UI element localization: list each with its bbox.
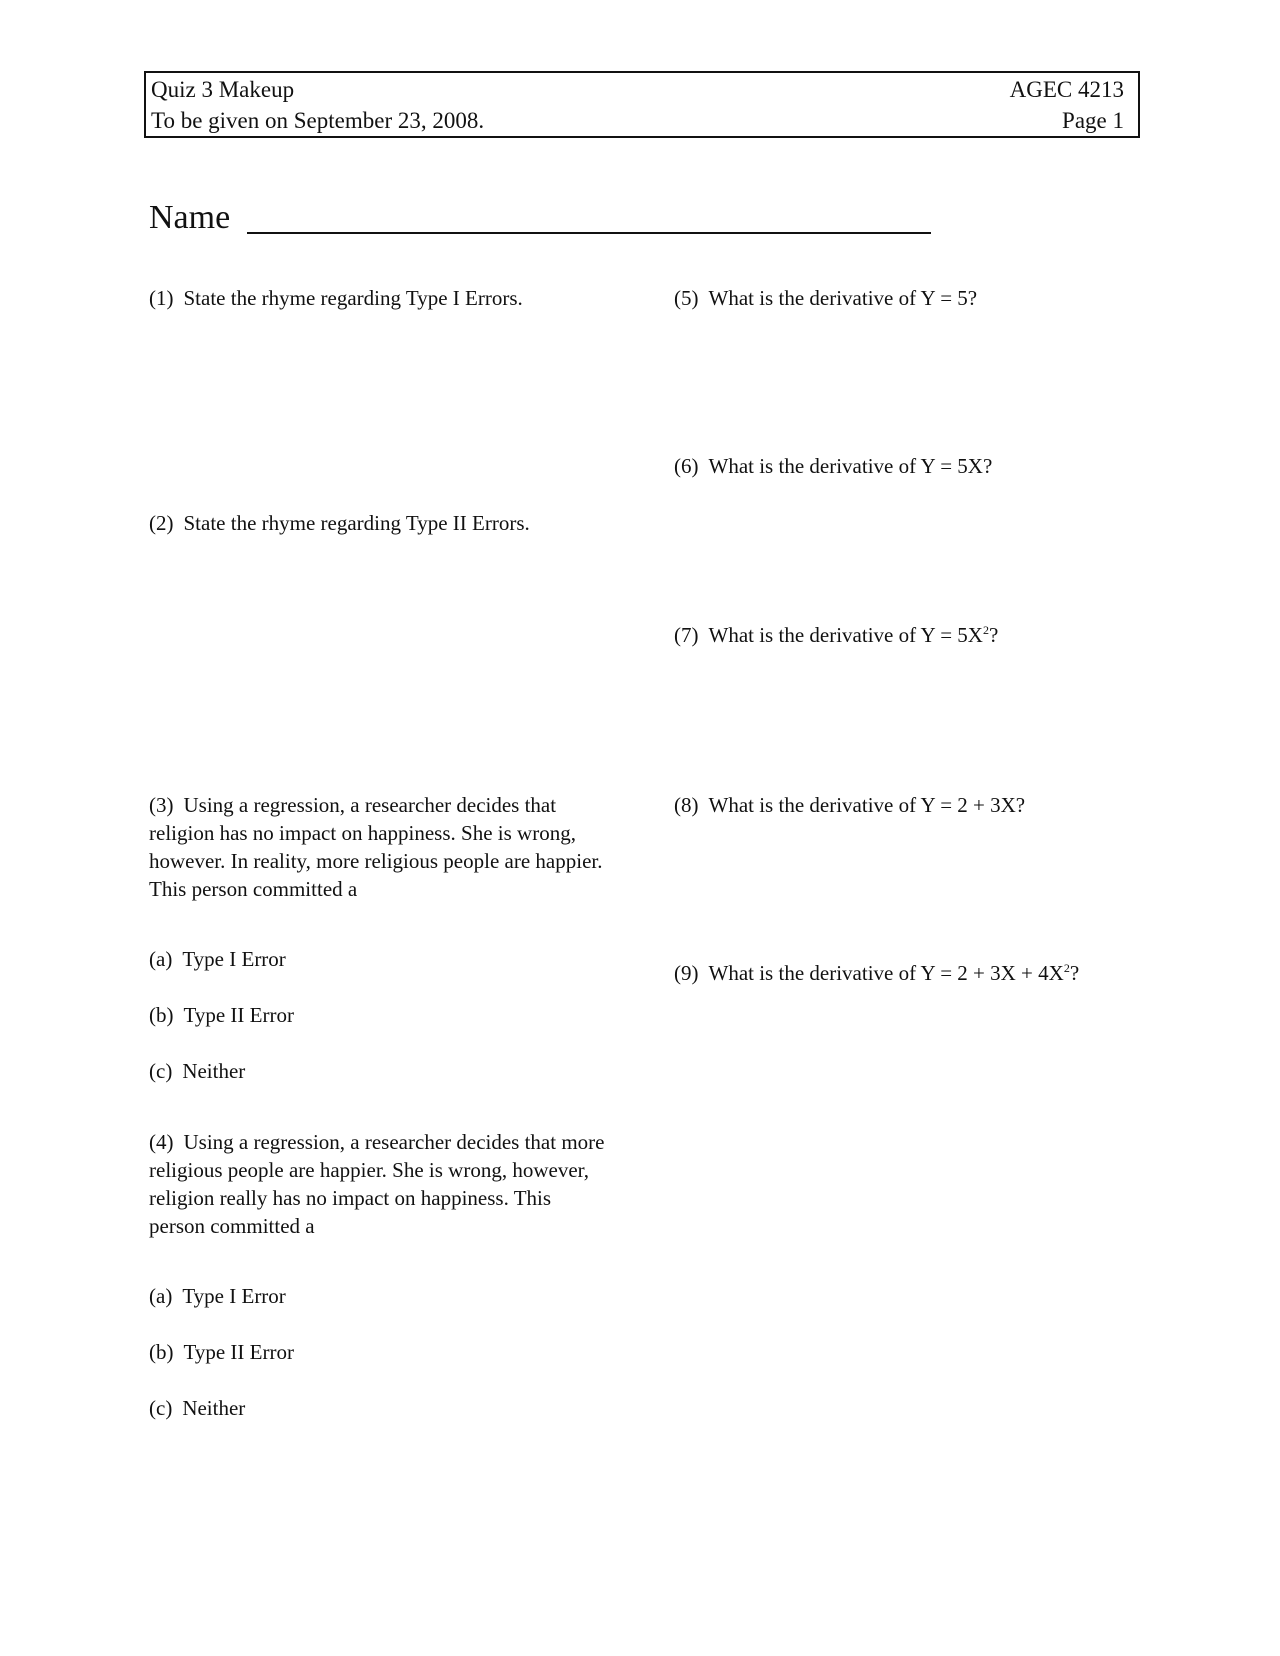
question-text: What is the derivative of Y = 5?	[708, 286, 978, 310]
page-number: Page 1	[1062, 108, 1124, 133]
name-label: Name	[149, 199, 231, 236]
question-text: What is the derivative of Y = 2 + 3X?	[708, 793, 1026, 817]
question-number: (8)	[674, 793, 699, 817]
question-number: (3)	[149, 793, 174, 817]
option-label: (b)	[149, 1340, 174, 1364]
question-text: What is the derivative of Y = 2 + 3X + 4X	[708, 961, 1064, 985]
header-box	[144, 71, 1140, 138]
course-code: AGEC 4213	[1009, 77, 1124, 102]
name-field-line[interactable]	[247, 232, 931, 234]
exponent: 2	[982, 623, 989, 637]
question-number: (4)	[149, 1130, 174, 1154]
option-label: (a)	[149, 947, 173, 971]
question-4	[149, 1128, 609, 1240]
quiz-date: To be given on September 23, 2008.	[151, 108, 485, 133]
question-7	[674, 621, 1134, 649]
question-text-end: ?	[988, 623, 999, 647]
question-9	[674, 959, 1134, 987]
question-text: State the rhyme regarding Type II Errors.	[183, 511, 530, 535]
question-text: Using a regression, a researcher decides that more religious people are happier. She is wrong, however, religion really has no impact on happiness. This person committed a	[149, 1130, 605, 1238]
quiz-title: Quiz 3 Makeup	[151, 77, 295, 102]
exponent: 2	[1063, 961, 1070, 975]
q4-option-b[interactable]	[149, 1338, 294, 1366]
option-text: Neither	[182, 1059, 246, 1083]
option-text: Type II Error	[183, 1340, 294, 1364]
option-label: (c)	[149, 1396, 173, 1420]
question-number: (6)	[674, 454, 699, 478]
question-text: What is the derivative of Y = 5X	[708, 623, 983, 647]
question-3	[149, 791, 609, 903]
question-8	[674, 791, 1134, 819]
question-2	[149, 509, 609, 537]
option-text: Type I Error	[182, 1284, 286, 1308]
q3-option-c[interactable]	[149, 1057, 245, 1085]
question-number: (5)	[674, 286, 699, 310]
q3-option-a[interactable]	[149, 945, 286, 973]
question-number: (9)	[674, 961, 699, 985]
question-text: State the rhyme regarding Type I Errors.	[183, 286, 523, 310]
option-text: Type I Error	[182, 947, 286, 971]
question-6	[674, 452, 1134, 480]
q4-option-a[interactable]	[149, 1282, 286, 1310]
question-5	[674, 284, 1134, 312]
q4-option-c[interactable]	[149, 1394, 245, 1422]
question-text: What is the derivative of Y = 5X?	[708, 454, 993, 478]
question-text: Using a regression, a researcher decides that religion has no impact on happiness. She is wrong, however. In reality, more religious people are happier. This person committed a	[149, 793, 603, 901]
option-label: (b)	[149, 1003, 174, 1027]
question-text-end: ?	[1069, 961, 1080, 985]
question-number: (7)	[674, 623, 699, 647]
option-text: Neither	[182, 1396, 246, 1420]
option-label: (a)	[149, 1284, 173, 1308]
question-number: (2)	[149, 511, 174, 535]
option-label: (c)	[149, 1059, 173, 1083]
question-1	[149, 284, 609, 312]
question-number: (1)	[149, 286, 174, 310]
q3-option-b[interactable]	[149, 1001, 294, 1029]
option-text: Type II Error	[183, 1003, 294, 1027]
